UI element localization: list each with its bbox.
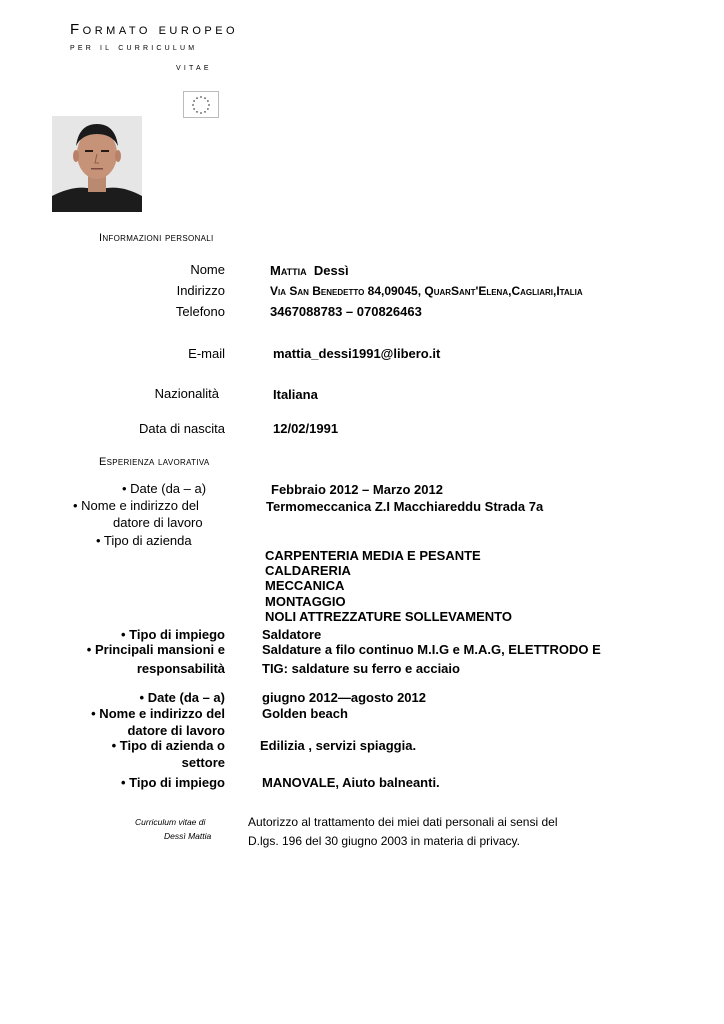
job2-role-label: • Tipo di impiego (121, 775, 225, 790)
job1-employer-value: Termomeccanica Z.I Macchiareddu Strada 7a (266, 499, 544, 514)
job2-type-label-2: settore (181, 755, 225, 770)
nazionalita-value: Italiana (273, 387, 318, 402)
footer-cv-name: Dessì Mattia (164, 831, 212, 841)
job1-type-item: CALDARERIA (265, 563, 351, 579)
job1-type-label: • Tipo di azienda (96, 533, 192, 548)
nome-value: Mattia Dessì (270, 263, 349, 278)
nazionalita-label: Nazionalità (154, 386, 219, 401)
job1-date-label: • Date (da – a) (122, 481, 207, 496)
job1-type-item: CARPENTERIA MEDIA E PESANTE (265, 548, 481, 563)
nascita-value: 12/02/1991 (273, 421, 339, 436)
footer-cv-of: Curriculum vitae di (135, 817, 206, 827)
eu-flag-icon (183, 91, 219, 118)
nome-label: Nome (190, 262, 225, 277)
privacy-line-1: Autorizzo al trattamento dei miei dati personali ai sensi del (248, 815, 558, 829)
job1-type-item: MECCANICA (265, 578, 345, 594)
job1-type-item: NOLI ATTREZZATURE SOLLEVAMENTO (265, 608, 512, 624)
job2-role-value: MANOVALE, Aiuto balneanti. (262, 775, 440, 790)
job1-date-value: Febbraio 2012 – Marzo 2012 (271, 482, 443, 497)
cv-title-line2: per il curriculum (70, 42, 198, 53)
telefono-value: 3467088783 – 070826463 (270, 304, 422, 319)
email-value: mattia_dessi1991@libero.it (273, 346, 441, 361)
job1-duties-label-2: responsabilità (136, 661, 225, 676)
job2-date-value: giugno 2012—agosto 2012 (262, 690, 426, 705)
job1-role-value: Saldatore (262, 627, 322, 642)
job2-employer-value: Golden beach (262, 706, 348, 721)
cv-title-line3: vitae (176, 62, 212, 73)
cv-title-line1: Formato europeo (70, 21, 239, 38)
telefono-label: Telefono (175, 304, 225, 319)
job1-duties-value-1: Saldature a filo continuo M.I.G e M.A.G, ELETTRODO E (262, 642, 601, 657)
section-experience: Esperienza lavorativa (99, 456, 210, 468)
job1-type-item: MONTAGGIO (265, 593, 346, 609)
job2-type-label-1: • Tipo di azienda o (111, 738, 225, 753)
nascita-label: Data di nascita (139, 421, 225, 436)
job1-duties-label-1: • Principali mansioni e (86, 642, 225, 657)
indirizzo-value: Via San Benedetto 84,09045, QuarSant'Elena,Cagliari,Italia (270, 284, 583, 298)
job2-type-value: Edilizia , servizi spiaggia. (260, 738, 417, 753)
privacy-line-2: D.lgs. 196 del 30 giugno 2003 in materia di privacy. (248, 834, 520, 848)
section-personal-info: Informazioni personali (99, 232, 214, 244)
job2-employer-label-1: • Nome e indirizzo del (91, 706, 225, 721)
job1-duties-value-2: TIG: saldature su ferro e acciaio (262, 661, 460, 676)
job2-employer-label-2: datore di lavoro (127, 723, 225, 738)
job1-role-label: • Tipo di impiego (121, 627, 225, 642)
job1-employer-label-1: • Nome e indirizzo del (73, 498, 199, 513)
indirizzo-label: Indirizzo (176, 283, 225, 298)
job2-date-label: • Date (da – a) (139, 690, 225, 705)
profile-photo (52, 116, 142, 212)
job1-employer-label-2: datore di lavoro (113, 515, 203, 530)
email-label: E-mail (188, 346, 225, 361)
job1-type-values (265, 548, 512, 624)
